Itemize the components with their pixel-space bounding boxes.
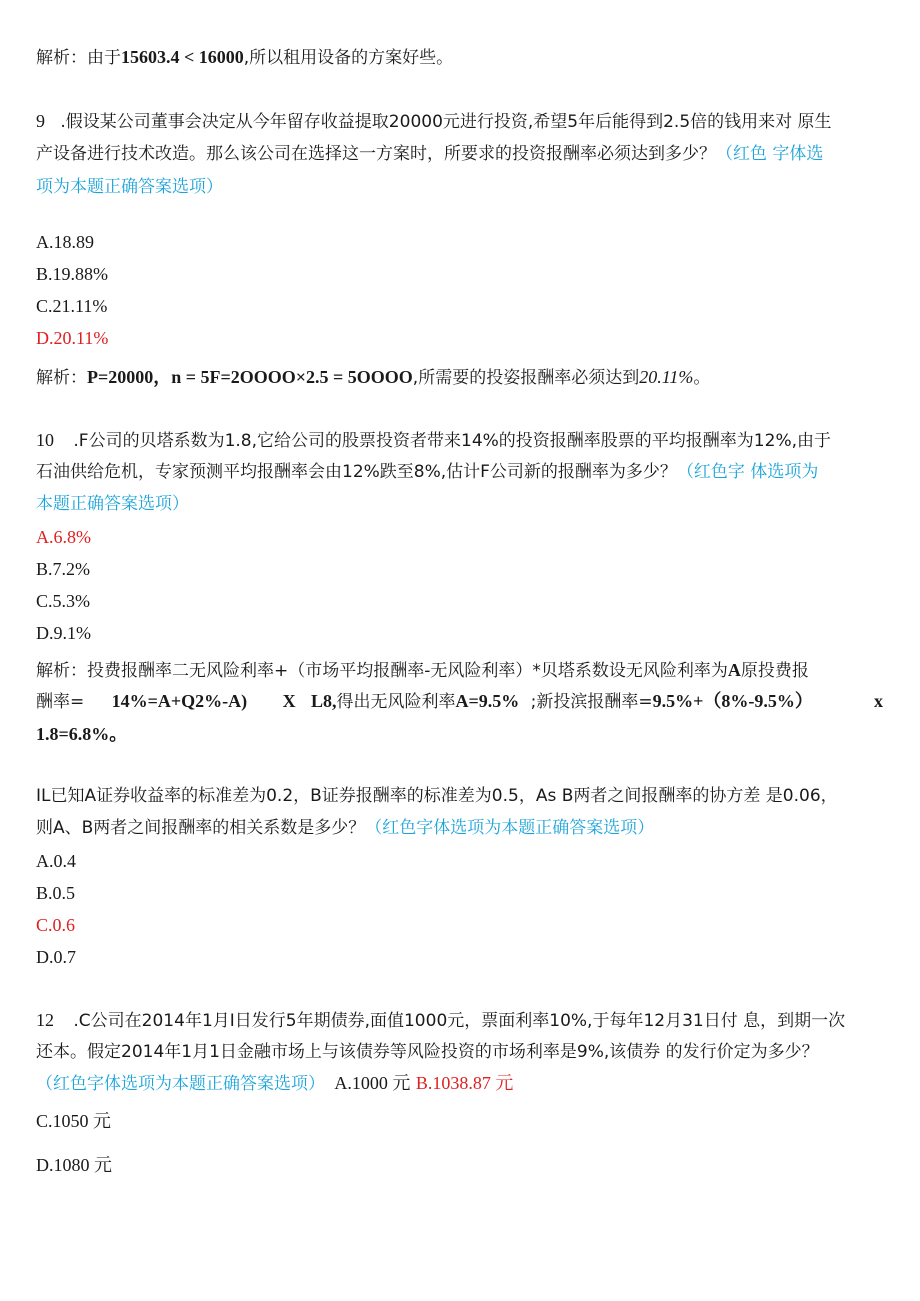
question-11-line-1: IL已知A证券收益率的标准差为0.2，B证券报酬率的标准差为0.5，As B两者之间报酬率的协方差 是0.06， xyxy=(36,786,838,806)
analysis-expression: x xyxy=(874,691,883,711)
option-b: B.0.5 xyxy=(36,883,76,903)
answer-hint: （红色字 体选项为 xyxy=(676,462,819,482)
answer-hint: 项为本题正确答案选项） xyxy=(36,177,223,197)
analysis-q9 xyxy=(36,366,710,389)
analysis-expression: 9.5%+（8%-9.5%） xyxy=(652,691,813,711)
option-b-correct: B.1038.87 元 xyxy=(415,1073,514,1093)
option-a-correct: A.6.8% xyxy=(36,527,91,547)
question-text: .F公司的贝塔系数为1.8,它给公司的股票投资者带来14%的投资报酬率股票的平均报酬率为12%,由于 xyxy=(73,431,832,451)
analysis-label: 解析： xyxy=(36,368,87,388)
option-c: C.21.11% xyxy=(36,296,108,316)
analysis-q8 xyxy=(36,46,453,69)
question-number: 12 xyxy=(36,1010,54,1030)
option-c-correct: C.0.6 xyxy=(36,915,76,935)
analysis-text: 得出无风险利率 xyxy=(336,692,456,712)
option-c: C.5.3% xyxy=(36,591,90,611)
analysis-q10-line-1 xyxy=(36,659,809,682)
option-d: D.1080 元 xyxy=(36,1155,112,1175)
question-number: 10 xyxy=(36,430,54,450)
answer-hint: （红色 字体选 xyxy=(716,144,824,164)
question-text: .假设某公司董事会决定从今年留存收益提取20000元进行投资,希望5年后能得到2.5倍的钱用来对 原生 xyxy=(60,112,832,132)
analysis-conclusion: ,所以租用设备的方案好些。 xyxy=(243,48,454,68)
question-text: 石油供给危机，专家预测平均报酬率会由12%跌至8%,估计F公司新的报酬率为多少？ xyxy=(36,462,677,482)
question-10-line-2 xyxy=(36,461,818,483)
analysis-q10-line-3: 1.8=6.8%。 xyxy=(36,724,128,744)
option-b: B.7.2% xyxy=(36,559,90,579)
analysis-expression: 14%=A+Q2%-A) xyxy=(111,691,248,711)
analysis-text: 解析：投费报酬率二无风险利率+（市场平均报酬率-无风险利率）*贝塔系数设无风险利率为 xyxy=(36,661,728,681)
answer-hint: 本题正确答案选项） xyxy=(36,494,189,514)
question-9-line-2 xyxy=(36,143,823,165)
analysis-expression: X xyxy=(282,691,296,711)
option-a: A.18.89 xyxy=(36,232,94,252)
option-c: C.1050 元 xyxy=(36,1111,112,1131)
analysis-end: 。 xyxy=(693,368,711,388)
analysis-q10-line-2 xyxy=(36,690,813,713)
question-12-line-1 xyxy=(36,1009,845,1032)
option-b: B.19.88% xyxy=(36,264,108,284)
question-text: 则A、B两者之间报酬率的相关系数是多少？ xyxy=(36,818,366,838)
question-text: 产设备进行技术改造。那么该公司在选择这一方案时，所要求的投资报酬率必须达到多少？ xyxy=(36,144,716,164)
analysis-value: 20.11% xyxy=(639,367,694,387)
question-11-line-2 xyxy=(36,817,654,839)
question-9-line-1 xyxy=(36,110,832,133)
question-12-line-2: 还本。假定2014年1月1日金融市场上与该债券等风险投资的市场利率是9%,该债券 的发行价定为多少？ xyxy=(36,1042,819,1062)
question-12-line-3 xyxy=(36,1072,513,1095)
analysis-expression: L8, xyxy=(310,691,337,711)
analysis-text: 酬率= xyxy=(36,692,85,712)
option-a: A.1000 元 xyxy=(334,1073,411,1093)
answer-hint: （红色字体选项为本题正确答案选项） xyxy=(36,1074,325,1094)
analysis-variable: A xyxy=(727,660,741,680)
analysis-label: 解析：由于 xyxy=(36,48,121,68)
analysis-text: 原投费报 xyxy=(740,661,809,681)
answer-hint: （红色字体选项为本题正确答案选项） xyxy=(365,818,655,838)
option-d: D.0.7 xyxy=(36,947,76,967)
option-d: D.9.1% xyxy=(36,623,91,643)
analysis-text: ,所需要的投姿报酬率必须达到 xyxy=(412,368,640,388)
option-d-correct: D.20.11% xyxy=(36,328,109,348)
option-a: A.0.4 xyxy=(36,851,76,871)
question-text: .C公司在2014年1月I日发行5年期债券,面值1000元，票面利率10%,于每年12月31日付 息，到期一次 xyxy=(73,1011,846,1031)
analysis-text: ;新投滨报酬率= xyxy=(530,692,653,712)
analysis-expression: A=9.5% xyxy=(455,691,520,711)
analysis-expression: 15603.4 < 16000 xyxy=(121,47,244,67)
question-10-line-1 xyxy=(36,429,831,452)
analysis-expression: P=20000，n = 5F=2OOOO×2.5 = 5OOOO xyxy=(87,367,413,387)
question-number: 9 xyxy=(36,111,45,131)
